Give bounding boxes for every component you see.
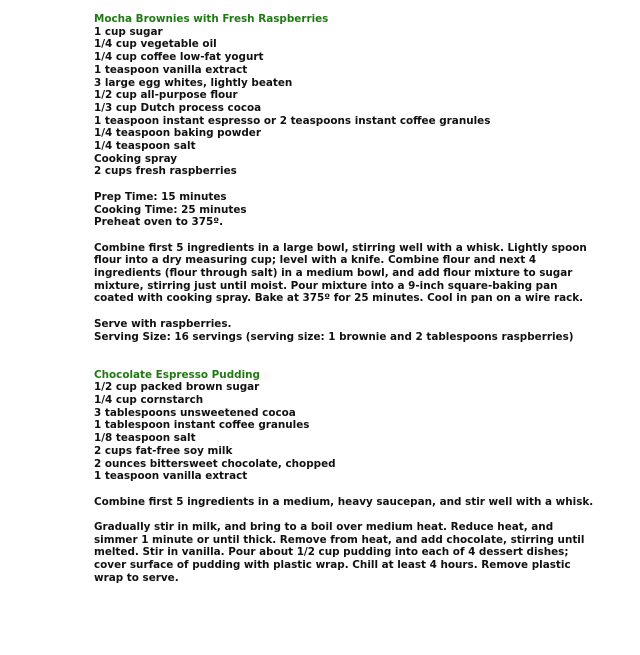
ingredient-item: 1/4 cup vegetable oil bbox=[94, 38, 217, 51]
directions-line: Combine first 5 ingredients in a large bowl, stirring well with a whisk. Lightly spoon bbox=[94, 241, 587, 254]
ingredient-item: 1/4 cup coffee low-fat yogurt bbox=[94, 51, 264, 64]
ingredient-list bbox=[94, 26, 614, 178]
ingredient-item: 2 ounces bittersweet chocolate, chopped bbox=[94, 457, 336, 470]
ingredient-item: 1/4 teaspoon baking powder bbox=[94, 127, 261, 140]
serving-size: Serving Size: 16 servings (serving size: 1 brownie and 2 tablespoons raspberries) bbox=[94, 330, 574, 343]
ingredient-item: 2 cups fat-free soy milk bbox=[94, 444, 233, 457]
directions-line: coated with cooking spray. Bake at 375º for 25 minutes. Cool in pan on a wire rack. bbox=[94, 292, 584, 305]
ingredient-list bbox=[94, 381, 614, 483]
directions-paragraph bbox=[94, 242, 614, 306]
ingredient-item: 1/4 teaspoon salt bbox=[94, 140, 196, 153]
ingredient-item: 1/3 cup Dutch process cocoa bbox=[94, 101, 262, 114]
ingredient-item: 1 cup sugar bbox=[94, 25, 163, 38]
ingredient-item: 3 large egg whites, lightly beaten bbox=[94, 76, 293, 89]
directions-step: Combine first 5 ingredients in a medium, heavy saucepan, and stir well with a whisk. bbox=[94, 495, 594, 508]
directions-line: wrap to serve. bbox=[94, 571, 179, 584]
directions-line: flour into a dry measuring cup; level with a knife. Combine flour and next 4 bbox=[94, 254, 537, 267]
directions-line: melted. Stir in vanilla. Pour about 1/2 cup pudding into each of 4 dessert dishes; bbox=[94, 546, 569, 559]
directions-line: mixture, stirring just until moist. Pour mixture into a 9-inch square-baking pan bbox=[94, 279, 558, 292]
ingredient-item: 1/2 cup packed brown sugar bbox=[94, 381, 260, 394]
ingredient-item: 2 cups fresh raspberries bbox=[94, 165, 237, 178]
preheat-note: Preheat oven to 375º. bbox=[94, 216, 224, 229]
ingredient-item: 1 teaspoon vanilla extract bbox=[94, 63, 248, 76]
ingredient-item: 1 tablespoon instant coffee granules bbox=[94, 419, 310, 432]
ingredient-item: 1/2 cup all-purpose flour bbox=[94, 89, 238, 102]
cooking-time: Cooking Time: 25 minutes bbox=[94, 203, 247, 216]
directions-line: cover surface of pudding with plastic wrap. Chill at least 4 hours. Remove plastic bbox=[94, 559, 571, 572]
recipe-title: Chocolate Espresso Pudding bbox=[94, 368, 260, 381]
ingredient-item: Cooking spray bbox=[94, 152, 178, 165]
directions-line: simmer 1 minute or until thick. Remove from heat, and add chocolate, stirring until bbox=[94, 533, 585, 546]
serve-note: Serve with raspberries. bbox=[94, 317, 232, 330]
directions-line: ingredients (flour through salt) in a medium bowl, and add flour mixture to sugar bbox=[94, 267, 573, 280]
directions-line: Gradually stir in milk, and bring to a boil over medium heat. Reduce heat, and bbox=[94, 521, 554, 534]
ingredient-item: 3 tablespoons unsweetened cocoa bbox=[94, 406, 296, 419]
prep-time: Prep Time: 15 minutes bbox=[94, 190, 227, 203]
recipe-document bbox=[94, 13, 614, 585]
ingredient-item: 1 teaspoon instant espresso or 2 teaspoons instant coffee granules bbox=[94, 114, 491, 127]
ingredient-item: 1/4 cup cornstarch bbox=[94, 394, 204, 407]
time-info bbox=[94, 191, 614, 229]
directions-paragraph bbox=[94, 521, 614, 585]
recipe-title: Mocha Brownies with Fresh Raspberries bbox=[94, 13, 329, 25]
ingredient-item: 1/8 teaspoon salt bbox=[94, 432, 196, 445]
ingredient-item: 1 teaspoon vanilla extract bbox=[94, 470, 248, 483]
